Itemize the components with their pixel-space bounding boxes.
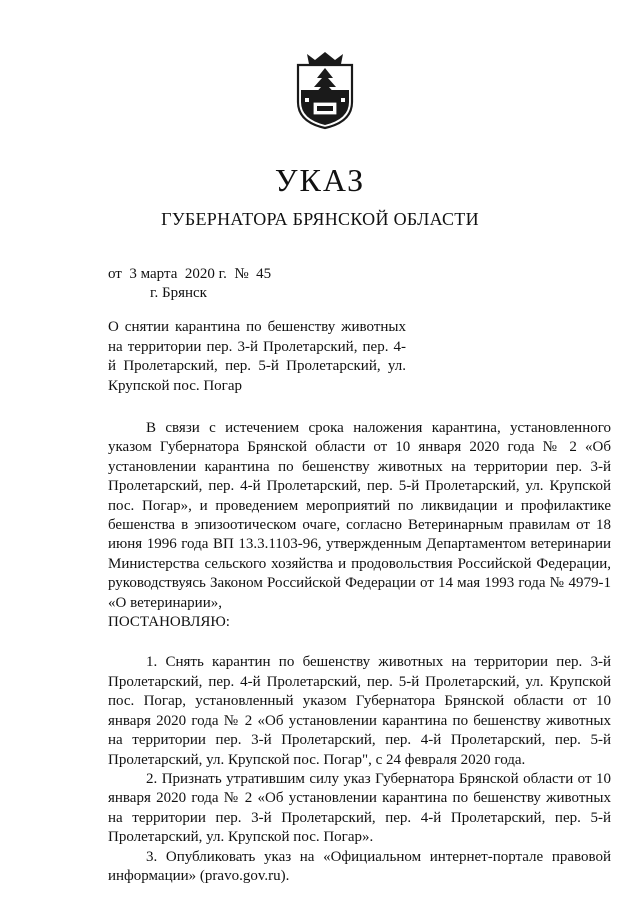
decree-preamble: В связи с истечением срока наложения карантина, установленного указом Губернатора Брянской области от 10 января 2020 года № 2 «Об установлении карантина по бешенству животных на территории пер. 3-й Пролетарский, пер. 4-й Пролетарский, пер. 5-й Пролетарский, ул. Крупской пос. Погар», и проведением мероприятий по ликвидации и профилактике бешенства в эпизоотическом очаге, согласно Ветеринарным правилам от 18 июня 1996 года ВП 13.3.1103-96, утвержденным Департаментом ветеринарии Министерства сельского хозяйства и продовольствия Российской Федерации, руководствуясь Законом Российской Федерации от 14 мая 1993 года № 4979-1 «О ветеринарии», xyxy=(108,420,611,611)
document-title: УКАЗ xyxy=(274,162,366,198)
decree-city: г. Брянск xyxy=(150,285,207,301)
decree-item-3: 3. Опубликовать указ на «Официальном интернет-портале правовой информации» (pravo.gov.ru). xyxy=(108,848,611,884)
decree-ordering-word: ПОСТАНОВЛЯЮ: xyxy=(108,614,230,631)
decree-body xyxy=(108,419,611,886)
decree-item-1: 1. Снять карантин по бешенству животных на территории пер. 3-й Пролетарский, пер. 4-й Пролетарский, пер. 5-й Пролетарский, ул. Крупской пос. Погар, установленный указом Губернатора Брянской области от 10 января 2020 года № 2 «Об установлении карантина по бешенству животных на территории пер. 3-й Пролетарский, пер. 4-й Пролетарский, пер. 5-й Пролетарский, ул. Крупской пос. Погар", с 24 февраля 2020 года. xyxy=(108,654,611,768)
paragraph-spacer xyxy=(108,632,611,653)
decree-item-2: 2. Признать утратившим силу указ Губернатора Брянской области от 10 января 2020 года № 2 «Об установлении карантина по бешенству животных на территории пер. 3-й Пролетарский, пер. 4-й Пролетарский, пер. 5-й Пролетарский, ул. Крупской пос. Погар». xyxy=(108,770,611,846)
decree-date-number: от 3 марта 2020 г. № 45 xyxy=(108,266,272,282)
decree-subject: О снятии карантина по бешенству животных на территории пер. 3-й Пролетарский, пер. 4-й Пролетарский, пер. 5-й Пролетарский, ул. Крупской пос. Погар xyxy=(108,319,406,394)
issuer-title: ГУБЕРНАТОРА БРЯНСКОЙ ОБЛАСТИ xyxy=(161,209,479,229)
bryansk-coat-of-arms-icon xyxy=(293,50,357,130)
